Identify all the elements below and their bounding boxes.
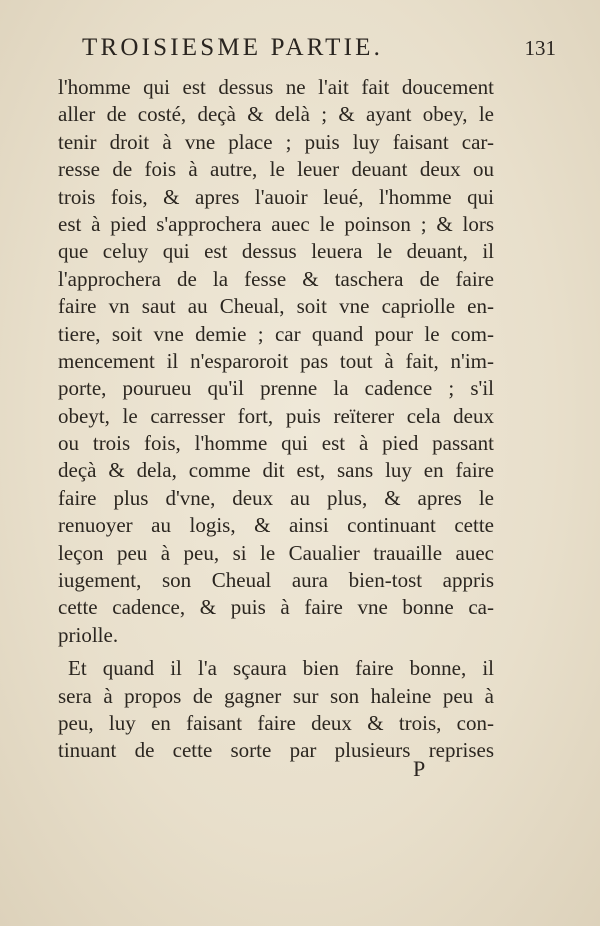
text-line: l'homme qui est dessus ne l'ait fait doucement <box>58 75 494 99</box>
text-line: renuoyer au logis, & ainsi continuant cette <box>58 513 494 538</box>
running-head <box>82 30 556 66</box>
header-title: TROISIESME PARTIE. <box>82 34 384 61</box>
page-number: 131 <box>524 36 556 60</box>
text-line: Et quand il l'a sçaura bien faire bonne, il <box>68 656 494 681</box>
text-line: peu, luy en faisant faire deux & trois, con- <box>58 710 494 735</box>
text-line: obeyt, le carresser fort, puis reïterer cela deux <box>58 403 494 428</box>
text-line: tenir droit à vne place ; puis luy faisant car- <box>58 129 494 154</box>
text-line: leçon peu à peu, si le Caualier trauaille auec <box>58 540 494 565</box>
text-line: est à pied s'approchera auec le poinson ; & lors <box>58 211 494 236</box>
text-line: ou trois fois, l'homme qui est à pied passant <box>58 431 494 456</box>
body-text <box>58 74 494 765</box>
text-line: tinuant de cette sorte par plusieurs reprises <box>58 738 494 763</box>
text-line: tiere, soit vne demie ; car quand pour le com- <box>58 321 494 346</box>
text-line: priolle. <box>58 622 119 647</box>
text-line: deçà & dela, comme dit est, sans luy en faire <box>58 458 494 483</box>
text-line: resse de fois à autre, le leuer deuant deux ou <box>58 157 494 182</box>
text-line: mencement il n'esparoroit pas tout à fait, n'im- <box>58 348 494 373</box>
text-line: cette cadence, & puis à faire vne bonne ca- <box>58 595 494 620</box>
text-line: l'approchera de la fesse & taschera de faire <box>58 266 494 291</box>
text-line: iugement, son Cheual aura bien-tost appris <box>58 568 494 593</box>
text-line: aller de costé, deçà & delà ; & ayant obey, le <box>58 102 494 127</box>
text-line: sera à propos de gagner sur son haleine peu à <box>58 683 494 708</box>
text-line: porte, pourueu qu'il prenne la cadence ; s'il <box>58 376 494 401</box>
signature-mark: P <box>413 756 426 781</box>
text-line: que celuy qui est dessus leuera le deuant, il <box>58 239 494 264</box>
text-line: faire vn saut au Cheual, soit vne capriolle en- <box>58 294 494 319</box>
text-line: faire plus d'vne, deux au plus, & apres le <box>58 485 494 510</box>
text-line: trois fois, & apres l'auoir leué, l'homme qui <box>58 184 494 209</box>
